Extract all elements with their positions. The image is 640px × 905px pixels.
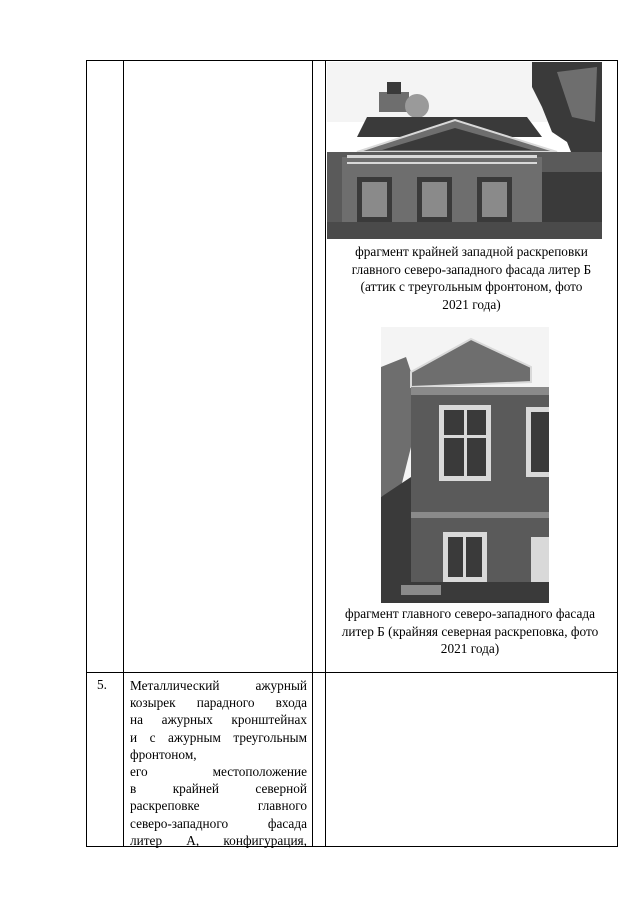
description-line: Металлический ажурный xyxy=(130,678,307,693)
rule-col-2 xyxy=(312,60,313,847)
photo-north-risalit-caption xyxy=(320,605,620,658)
caption-line: (аттик с треугольным фронтоном, фото xyxy=(360,279,583,294)
description-line: его местоположение xyxy=(130,763,307,779)
description-line: и с ажурным треугольным xyxy=(130,729,307,745)
caption-line: литер Б (крайняя северная раскреповка, фото xyxy=(341,623,599,639)
rule-row-separator xyxy=(86,672,618,673)
rule-col-right xyxy=(617,60,618,847)
description-line: в крайней северной xyxy=(130,781,307,797)
description-line: фронтоном, xyxy=(130,746,197,762)
caption-line: фрагмент главного северо-западного фасада xyxy=(344,606,596,621)
rule-col-left xyxy=(86,60,87,847)
caption-line: главного северо-западного фасада литер Б xyxy=(351,261,592,277)
photo-west-risalit-attic-caption xyxy=(326,243,617,313)
photo-north-risalit-image xyxy=(381,327,549,603)
description-line: на ажурных кронштейнах xyxy=(130,712,307,728)
description-line: козырек парадного входа xyxy=(130,695,307,711)
rule-col-1 xyxy=(123,60,124,847)
photo-north-risalit xyxy=(381,327,549,603)
rule-top xyxy=(86,60,618,61)
description-line: литер А, конфигурация, xyxy=(130,832,307,848)
caption-line: 2021 года) xyxy=(442,296,501,312)
row-number: 5. xyxy=(97,677,107,692)
photo-west-risalit-attic-image xyxy=(327,62,602,239)
description-line: северо-западного фасада xyxy=(130,815,307,831)
row-description xyxy=(130,677,307,849)
description-line: раскреповке главного xyxy=(130,798,307,814)
caption-line: 2021 года) xyxy=(440,641,500,656)
rule-col-3 xyxy=(325,60,326,847)
caption-line: фрагмент крайней западной раскреповки xyxy=(355,244,588,259)
photo-west-risalit-attic xyxy=(327,62,602,239)
